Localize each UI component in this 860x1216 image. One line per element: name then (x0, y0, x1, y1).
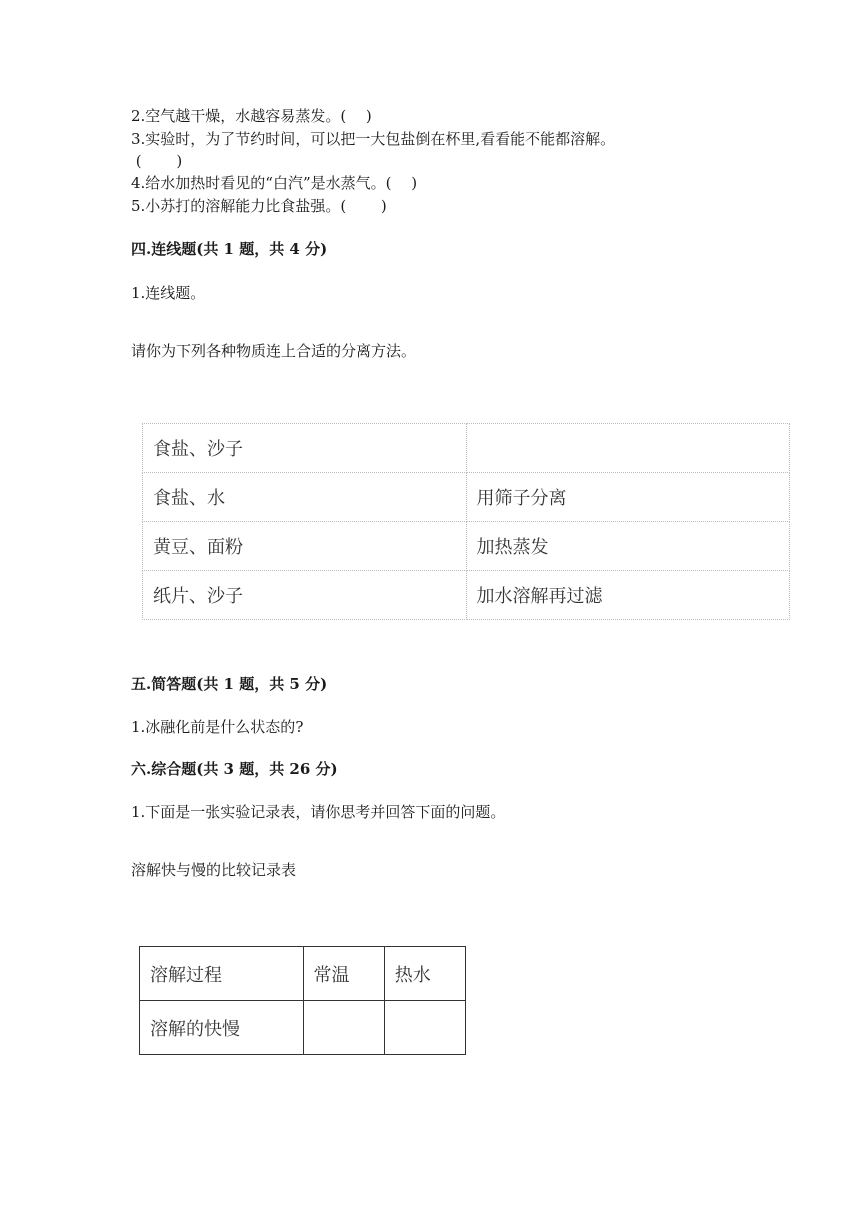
record-table (139, 946, 466, 1055)
empty-cell (384, 1001, 465, 1055)
table-row (143, 473, 790, 522)
table-row (140, 1001, 466, 1055)
method-cell: 用筛子分离 (466, 473, 790, 522)
method-cell (466, 424, 790, 473)
header-cell: 溶解过程 (140, 947, 304, 1001)
section-5-heading: 五.简答题(共 1 题，共 5 分) (131, 675, 328, 693)
method-cell: 加水溶解再过滤 (466, 571, 790, 620)
section-4-instruction: 请你为下列各种物质连上合适的分离方法。 (131, 342, 417, 360)
question-5: 5.小苏打的溶解能力比食盐强。( ) (131, 197, 387, 215)
matching-table (142, 423, 790, 620)
section-4-question: 1.连线题。 (131, 284, 206, 302)
header-cell: 热水 (384, 947, 465, 1001)
section-5-question: 1.冰融化前是什么状态的? (131, 718, 304, 736)
record-table-title: 溶解快与慢的比较记录表 (131, 861, 297, 879)
question-3-answer-blank: ( ) (131, 152, 183, 170)
question-4: 4.给水加热时看见的“白汽”是水蒸气。( ) (131, 174, 418, 192)
section-6-question: 1.下面是一张实验记录表，请你思考并回答下面的问题。 (131, 803, 506, 821)
table-row (143, 571, 790, 620)
section-4-heading: 四.连线题(共 1 题，共 4 分) (131, 240, 328, 258)
section-6-heading: 六.综合题(共 3 题，共 26 分) (131, 760, 338, 778)
header-cell: 常温 (303, 947, 384, 1001)
table-row (140, 947, 466, 1001)
substance-cell: 食盐、水 (143, 473, 467, 522)
table-row (143, 522, 790, 571)
substance-cell: 纸片、沙子 (143, 571, 467, 620)
question-3: 3.实验时，为了节约时间，可以把一大包盐倒在杯里,看看能不能都溶解。 (131, 130, 616, 148)
substance-cell: 黄豆、面粉 (143, 522, 467, 571)
empty-cell (303, 1001, 384, 1055)
question-2: 2.空气越干燥，水越容易蒸发。( ) (131, 107, 372, 125)
substance-cell: 食盐、沙子 (143, 424, 467, 473)
row-label-cell: 溶解的快慢 (140, 1001, 304, 1055)
method-cell: 加热蒸发 (466, 522, 790, 571)
table-row (143, 424, 790, 473)
